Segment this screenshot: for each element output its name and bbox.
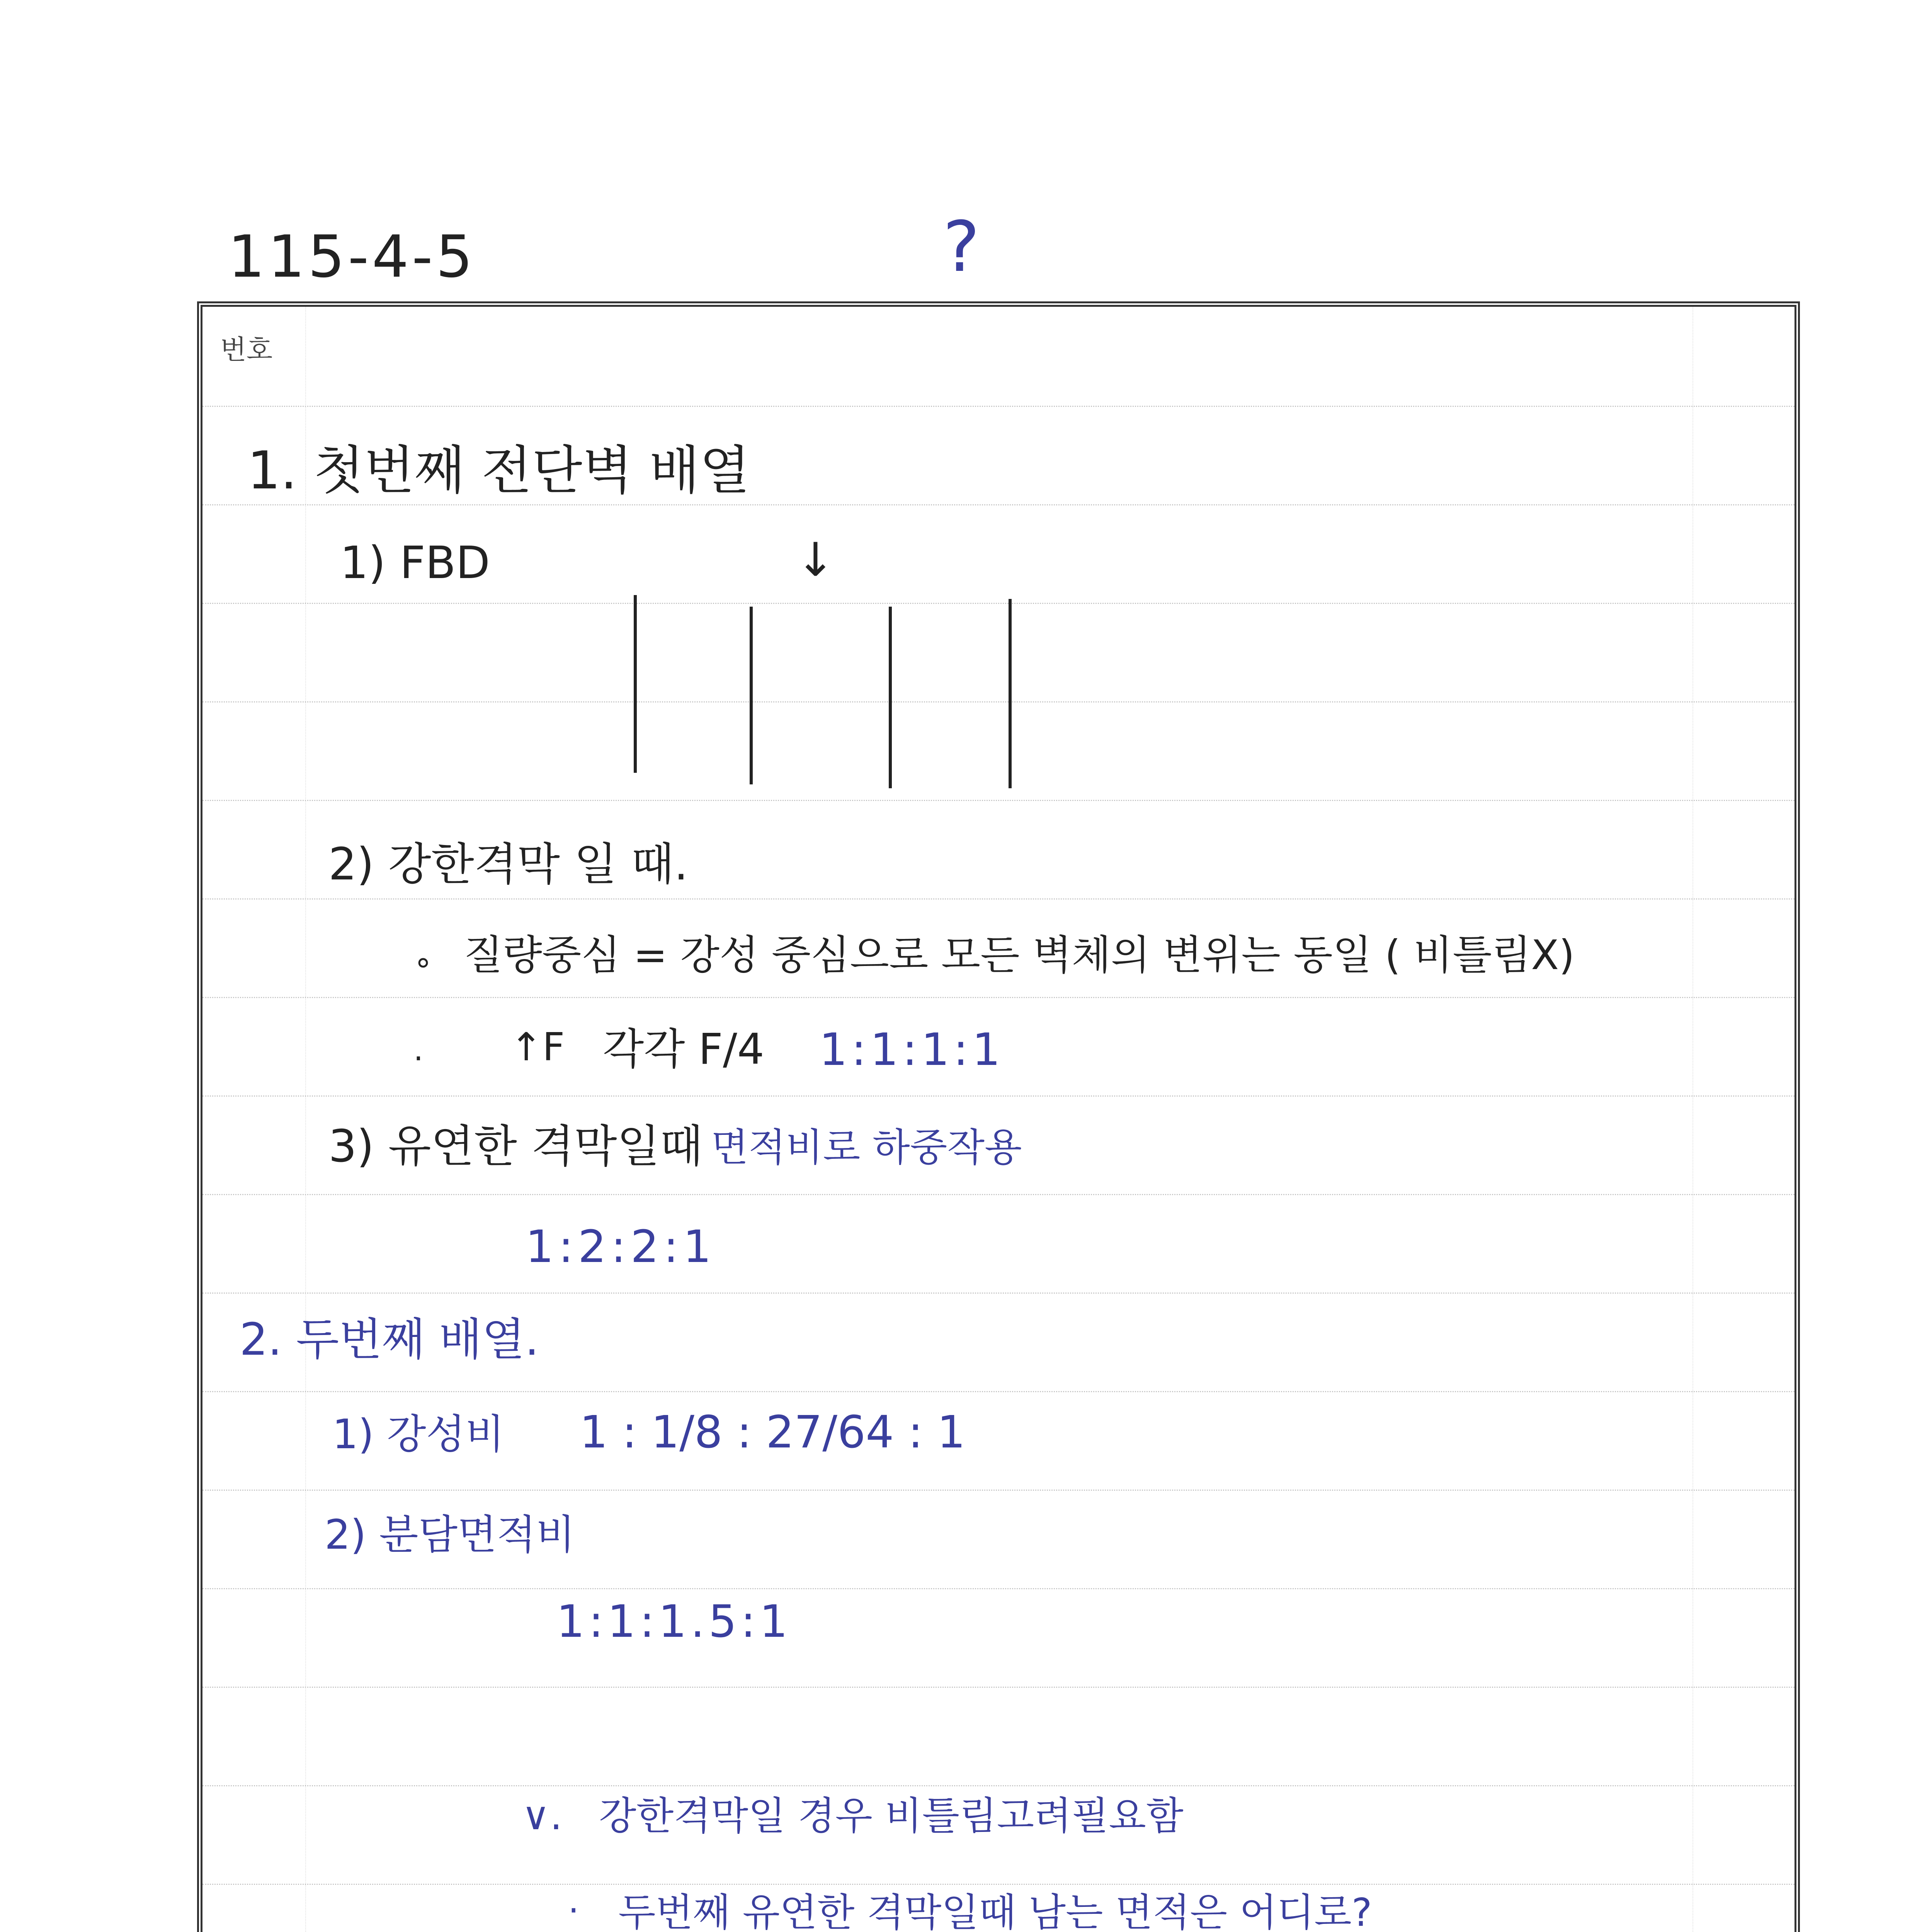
stiffness-ratio: 1 : 1/8 : 27/64 : 1 — [580, 1406, 966, 1458]
rule-line — [202, 1391, 1795, 1392]
section-1-title: 1. 첫번째 전단벽 배열 — [247, 440, 750, 501]
rule-line — [202, 504, 1795, 505]
shear-wall — [634, 595, 637, 773]
load-arrow-icon: ↓ — [796, 533, 835, 587]
shear-wall — [1009, 599, 1012, 788]
stiffness-ratio-label: 1) 강성비 — [332, 1411, 505, 1458]
shear-wall — [889, 607, 892, 788]
open-question: 두번째 유연한 격막일때 남는 면적은 어디로? — [618, 1890, 1372, 1932]
grid-line — [1692, 307, 1693, 1932]
bullet-point: · — [413, 1041, 424, 1077]
rule-line — [202, 406, 1795, 407]
rule-line — [202, 1588, 1795, 1589]
fbd-heading: 1) FBD — [340, 537, 490, 589]
grid-line — [305, 307, 306, 1932]
question-mark: ? — [943, 207, 980, 287]
torsion-note: 강한격막일 경우 비틀림고려필요함 — [599, 1793, 1184, 1838]
reference-code: 115-4-5 — [228, 223, 476, 291]
rule-line — [202, 1490, 1795, 1491]
rule-line — [202, 701, 1795, 702]
rule-line — [202, 800, 1795, 801]
rule-line — [202, 1194, 1795, 1195]
tributary-area-label: 2) 분담면적비 — [325, 1511, 575, 1558]
flexible-ratio: 1:2:2:1 — [526, 1221, 716, 1273]
number-label: 번호 — [220, 334, 273, 366]
rule-line — [202, 1785, 1795, 1786]
rigid-ratio: 1:1:1:1 — [819, 1024, 1004, 1076]
force-arrow-icon: ↑F — [510, 1024, 565, 1070]
rule-line — [202, 1095, 1795, 1097]
tributary-area-ratio: 1:1:1.5:1 — [556, 1596, 792, 1648]
section-2-title: 2. 두번째 배열. — [240, 1314, 539, 1366]
shear-wall — [750, 607, 753, 784]
flexible-diaphragm-heading: 3) 유연한 격막일때 — [328, 1121, 703, 1172]
rigid-diaphragm-heading: 2) 강한격막 일 때. — [328, 838, 688, 890]
bullet-point: · — [568, 1890, 579, 1931]
bullet-point: ∘ — [413, 944, 433, 980]
rule-line — [202, 603, 1795, 604]
force-distribution: 각각 F/4 — [603, 1024, 764, 1074]
rule-line — [202, 1293, 1795, 1294]
rigid-diaphragm-note: 질량중심 = 강성 중심으로 모든 벽체의 변위는 동일 ( 비틀림X) — [464, 932, 1575, 979]
rule-line — [202, 1884, 1795, 1885]
rule-line — [202, 898, 1795, 900]
flexible-diaphragm-note: 면적비로 하중작용 — [711, 1125, 1022, 1170]
check-mark: ∨. — [522, 1793, 562, 1838]
rule-line — [202, 997, 1795, 998]
rule-line — [202, 1687, 1795, 1688]
